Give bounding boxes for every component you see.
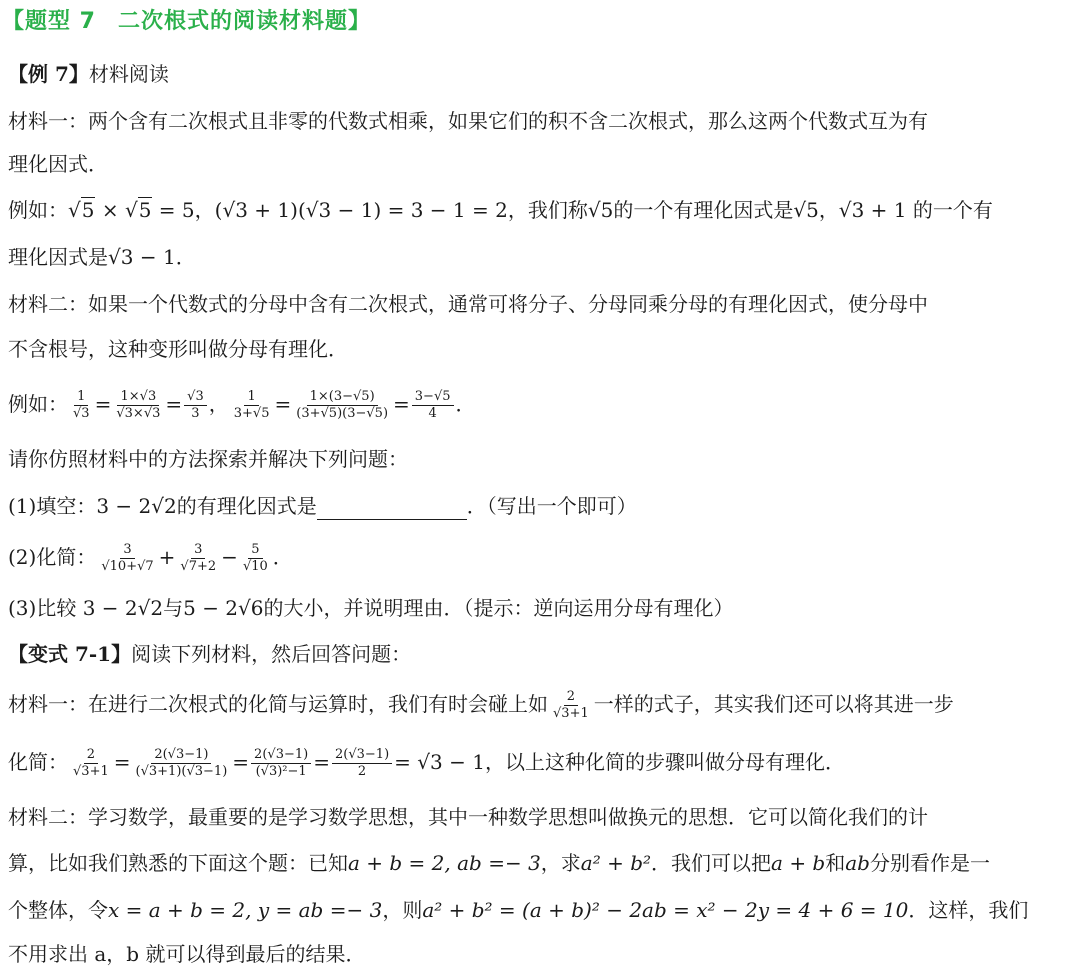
sqrt5-a: √5 [68,198,95,222]
question-2: (2)化简： $\frac{3}{√10+√7}$ + $\frac{3}{√7+2}$ − $\frac{5}{√10}$ ． [8,542,293,574]
material2-line2: 不含根号，这种变形叫做分母有理化． [8,337,348,361]
material1-example-line: 例如：√5 × √5 = 5，(√3 + 1)(√3 − 1) = 3 − 1 = 2，我们称√5的一个有理化因式是√5，√3 + 1 的一个有 [8,198,993,222]
heading-type-label: 题型 7 [25,9,96,34]
example-tag: 【例 7】 [8,62,89,86]
question-prompt: 请你仿照材料中的方法探索并解决下列问题： [8,447,408,471]
variant-material1-line1: 材料一：在进行二次根式的化简与运算时，我们有时会碰上如 $\frac{2}{√3+1}$ 一样的式子，其实我们还可以将其进一步 [8,689,954,721]
material1-example-cont: 理化因式是√3 − 1． [8,245,196,269]
question-1: (1)填空：3 − 2√2的有理化因式是 ．（写出一个即可） [8,494,637,518]
variant-header: 【变式 7-1】阅读下列材料，然后回答问题： [8,642,412,666]
variant-material2-line1: 材料二：学习数学，最重要的是学习数学思想，其中一种数学思想叫做换元的思想．它可以简化我们的计 [8,805,928,829]
material1-line2: 理化因式． [8,152,108,176]
material2-example-line: 例如： $\frac{1}{√3}$ = $\frac{1\times√3}{√3\times√3}$ = $\frac{√3}{3}$ ， $\frac{1}{3+√5}$ = $\frac{1\times(3-√5)}{(3+√5)(3-√5)}$ = $\frac{3-√5}{4}$ ． [8,389,476,421]
heading-bracket-right: 】 [348,9,372,34]
section-heading [2,4,371,35]
variant-material2-line3: 个整体，令x = a + b = 2, y = ab =− 3，则a² + b² = (a + b)² − 2ab = x² − 2y = 4 + 6 = 10．这样，我们 [8,898,1029,922]
example-title: 材料阅读 [88,62,169,86]
example-header [8,60,169,88]
answer-blank[interactable] [317,499,467,520]
variant-material2-line2: 算，比如我们熟悉的下面这个题：已知a + b = 2, ab =− 3，求a² + b²．我们可以把a + b和ab分别看作是一 [8,851,990,875]
heading-title: 二次根式的阅读材料题 [117,9,348,34]
heading-bracket-left: 【 [2,9,26,34]
sqrt5-b: √5 [124,198,152,222]
variant-tag: 【变式 7-1】 [8,642,132,666]
variant-material2-line4: 不用求出 a，b 就可以得到最后的结果． [8,942,366,966]
material2-line1: 材料二：如果一个代数式的分母中含有二次根式，通常可将分子、分母同乘分母的有理化因式，使分母中 [8,292,928,316]
variant-material1-line2: 化简： $\frac{2}{√3+1}$ = $\frac{2(√3-1)}{(√3+1)(√3-1)}$ = $\frac{2(√3-1)}{\text{(√3)²−1}}$ = $\frac{2(√3-1)}{2}$ = √3 − 1，以上这种化简的步骤叫做分母有理化． [8,747,845,779]
material1-line1: 材料一：两个含有二次根式且非零的代数式相乘，如果它们的积不含二次根式，那么这两个代数式互为有 [8,109,928,133]
question-3: (3)比较 3 − 2√2与5 − 2√6的大小，并说明理由．（提示：逆向运用分母有理化） [8,596,734,620]
eg-prefix: 例如： [8,198,68,222]
